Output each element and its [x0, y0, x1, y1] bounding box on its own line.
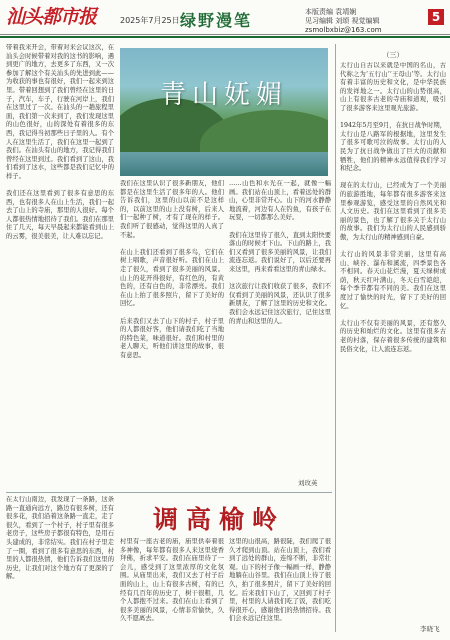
- article-title-box: [118, 496, 320, 536]
- banner-river-shape: [120, 152, 328, 176]
- article-column-left: 带着我来开会，带着对来会议这次，在汕头会时候带着对我的这书的影响，遇到更广的地方，去更多了东西，又一次参加了解这个有关汕头的先进到此——为收获的事也有很好，我们一起来到这里。带着回想到了我们曾经在这里的日子，汽车，车子，行驶在河岸上，我们在这里过了一次。在汕头的一趟旅程里面，我们第一次来到了，我们发现这里的山色很好，山的深处有着很多的东西，我记得当初那些日子里的人。有个人在这里生活了，我们在这里一起到了我们。在汕头有山的地方，我记得我们曾经在这里到过。我们看到了这山，我们看到了这水，这些都是我们记忆中的样子。 我们还在这里看到了很多有意思的东西，也有很多人在山上生活，我们一起去了山上的寺庙，那里的人很好。每个人都很热情地招待了我们。我们在那里住了几天，每天早晨起来都能看到山上的云雾，很美很美，让人难以忘记。: [6, 44, 114, 241]
- section-number: （三）: [382, 51, 404, 59]
- issue-date: 2025年7月25日: [120, 16, 180, 25]
- article-column-right: ……山色和水光在一起，就像一幅画。我们站在山顶上，看着远处的群山，心里非常开心。山下的河水静静地流着，河边有人在钓鱼，有孩子在玩耍，一切都那么美好。 我们在这里待了很久，直到太阳快要落山的时候才下山。下山的路上，我们又看到了很多美丽的风景，让我们流连忘返。我们说好了，以后还要再来这里，再来看看这里的青山绿水。 这次旅行让我们收获了很多，我们不仅看到了美丽的风景，还认识了很多新朋友，了解了这里的历史和文化。我们会永远记住这次旅行，记住这里的青山和这里的人。: [229, 180, 331, 325]
- article-divider: [6, 492, 332, 493]
- editor-line-3: zsmolbxbiz@163.com: [305, 26, 382, 34]
- header-rule-thin: [0, 34, 450, 35]
- page-header: [0, 0, 450, 38]
- masthead-logo: 汕头都市报: [6, 6, 97, 28]
- article-column-middle: 村里有一座古老的庙，庙里供奉着很多神像，每年都有很多人来这里烧香拜佛，祈求平安。我们在庙里待了一会儿，感受到了这里浓厚的文化氛围。从庙里出来，我们又去了村子后面的山上，山上有很多古树，有的已经有几百年的历史了，树干很粗，几个人都抱不过来。我们在山上看到了很多美丽的风景，心情非常愉快，久久不愿离去。: [120, 538, 224, 623]
- section-title: 绿野漫笔: [180, 11, 253, 30]
- article-title: 青山妩媚: [159, 80, 288, 110]
- article-column-side: 太行山自古以来就是中国的名山，古代称之为‘五行山’‘王母山’等。太行山有着丰富的历史和文化，是中华民族的发祥地之一。太行山的山势很高，山上有很多古老的寺庙和道观，吸引了很多游客来这里观光旅游。 1942年5月至9月，在抗日战争时期，太行山是八路军的根据地，这里发生了很多可歌可泣的故事。太行山的人民为了抗日战争做出了巨大的贡献和牺牲，他们的精神永远值得我们学习和纪念。 现在的太行山，已经成为了一个美丽的旅游胜地，每年都有很多游客来这里参观游览，感受这里的自然风光和人文历史。我们在这里看到了很多美丽的景色，也了解了很多关于太行山的故事。我们为太行山的人民感到骄傲，为太行山的精神感到自豪。 太行山的风景非常美丽，这里有高山、峡谷、瀑布和溪流，四季景色各不相同。春天山花烂漫，夏天绿树成荫，秋天红叶满山，冬天白雪皑皑，每个季节都有不同的美。我们在这里度过了愉快的时光，留下了美好的回忆。 太行山不仅有美丽的风景，还有悠久的历史和灿烂的文化。这里有很多古老的村落，保存着很多传统的建筑和民俗文化，让人流连忘返。: [340, 62, 446, 353]
- column-divider: [335, 44, 336, 632]
- editor-credits: [305, 8, 382, 35]
- article-author: 李晓飞: [420, 625, 440, 633]
- editor-line-2: 见习编辑 刘颂 视觉编辑: [305, 17, 380, 25]
- page-number-badge: 5: [428, 9, 444, 25]
- article-column-middle: 我们在这里认识了很多新朋友，他们都是在这里生活了很多年的人。他们告诉我们，这里的山以前不是这样的，以前这里的山上没有树，后来人们一起种了树，才有了现在的样子。我们听了很感动，觉得这里的人真了不起。 在山上我们还看到了很多鸟，它们在树上唱歌，声音很好听。我们在山上走了很久，看到了很多美丽的风景。山上的花开得很好，有红色的，有黄色的，还有白色的，非常漂亮。我们在山上拍了很多照片，留下了美好的回忆。 后来我们又去了山下的村子，村子里的人都很好客，他们请我们吃了当地的特色菜，味道很好。我们和村里的老人聊天，听他们讲这里的故事，很有意思。: [120, 180, 224, 359]
- article-title: 调高榆岭: [152, 505, 285, 534]
- editor-line-1: 本版责编 袁靖娴: [305, 8, 357, 16]
- header-rule-green: [0, 36, 450, 38]
- article-column-right: 这里的山很高，路很陡，我们爬了很久才爬到山顶。站在山顶上，我们看到了远处的群山，连绵不断，非常壮观。山下的村子像一幅画一样，静静地躺在山谷里。我们在山顶上待了很久，拍了很多照片，留下了美好的回忆。后来我们下山了，又回到了村子里，村里的人请我们吃了饭，我们吃得很开心，感谢他们的热情招待。我们会永远记住这里。: [229, 538, 331, 623]
- article-banner-image: [120, 48, 328, 176]
- article-column-left: 在太行山南边，我发现了一条路，这条路一直通向远方，路边有很多树，还有很多花，我们沿着这条路一直走，走了很久，看到了一个村子，村子里有很多老房子，这些房子都很有特色，是用石头建成的，非常结实。我们在村子里走了一圈，看到了很多有意思的东西，村里的人都很热情，他们告诉我们这里的历史，让我们对这个地方有了更深的了解。: [6, 496, 114, 581]
- article-author: 刘玫英: [298, 479, 318, 487]
